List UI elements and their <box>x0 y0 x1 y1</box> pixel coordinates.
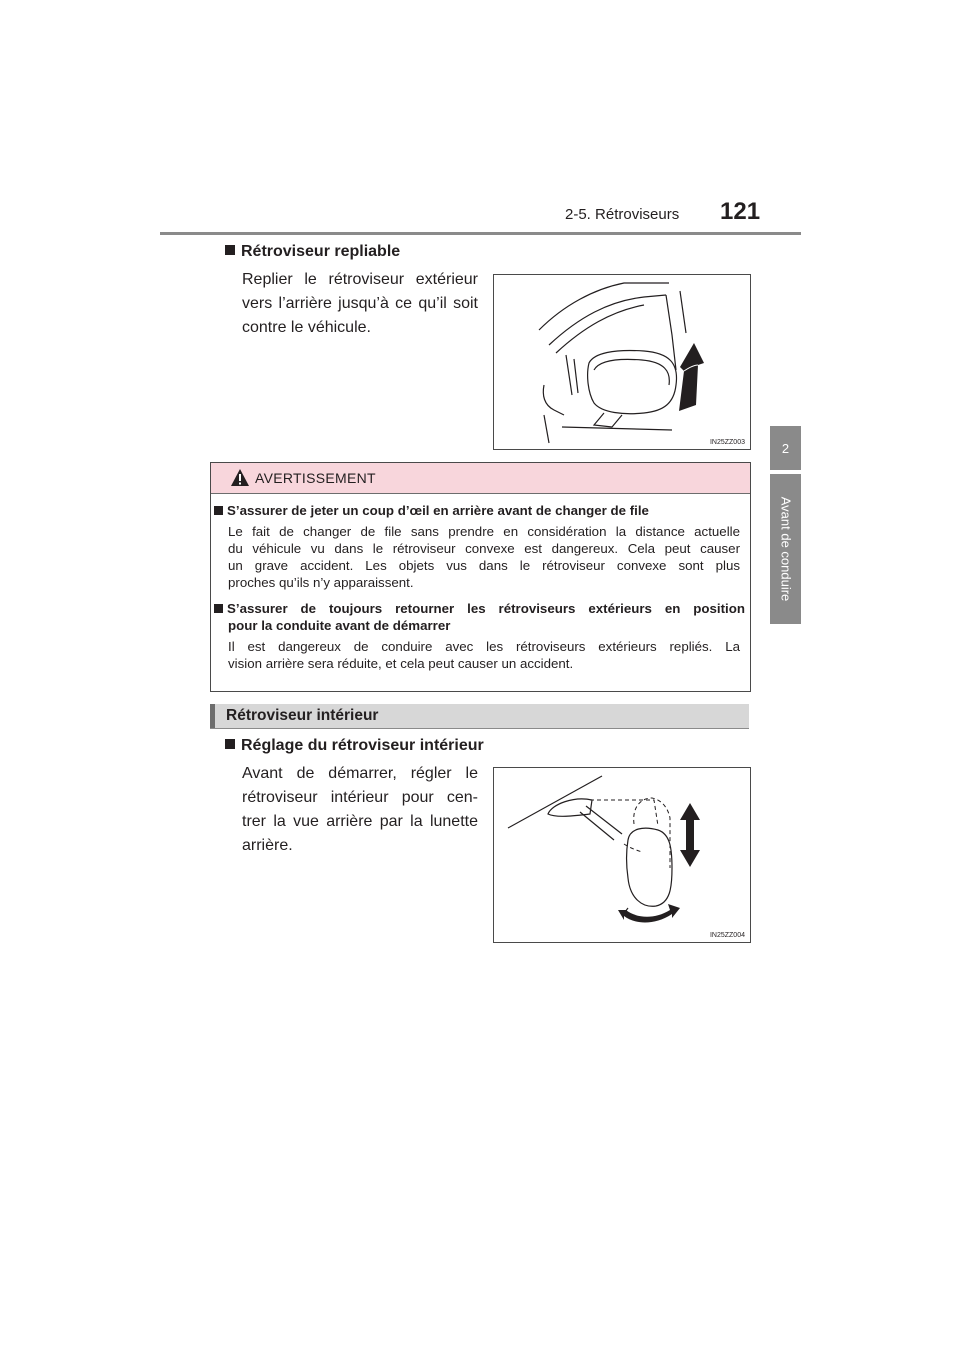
interior-adjust-heading-text: Réglage du rétroviseur intérieur <box>241 737 484 754</box>
figure-code: IN25ZZ003 <box>709 439 745 446</box>
warning-box <box>210 462 751 692</box>
text-line: rétroviseur intérieur pour cen- <box>242 789 478 806</box>
warning-title: AVERTISSEMENT <box>255 470 376 486</box>
warning-item-heading-text: pour la conduite avant de démarrer <box>228 618 451 633</box>
text-line: vision arrière sera réduite, et cela peut causer un accident. <box>228 656 574 671</box>
chapter-tab-number[interactable] <box>770 426 801 470</box>
interior-mirror-figure <box>493 767 751 943</box>
warning-item-text <box>228 638 740 672</box>
folding-mirror-heading-text: Rétroviseur repliable <box>241 243 401 260</box>
square-bullet-icon <box>214 604 223 613</box>
warning-item-heading-text: S’assurer de jeter un coup d’œil en arrière avant de changer de file <box>227 503 649 518</box>
section-accent <box>210 704 215 728</box>
warning-item-text <box>228 523 740 591</box>
chapter-number: 2 <box>781 440 790 456</box>
section-header: 2-5. Rétroviseurs <box>565 206 680 223</box>
square-bullet-icon <box>225 245 235 255</box>
section-title-bar <box>210 704 749 729</box>
warning-item-heading-text: S’assurer de toujours retourner les rétroviseurs extérieurs en position <box>227 601 745 616</box>
text-line: Avant de démarrer, régler le <box>242 765 478 782</box>
text-line: proches qu’ils n’y apparaissent. <box>228 575 414 590</box>
warning-header <box>211 463 750 494</box>
text-line: vers l’arrière jusqu’à ce qu’il soit <box>242 295 478 312</box>
header-rule <box>160 232 801 235</box>
chapter-title: Avant de conduire <box>778 496 793 602</box>
text-line: Le fait de changer de file sans prendre en considération la distance actuelle <box>228 524 740 539</box>
text-line: Il est dangereux de conduire avec les rétroviseurs extérieurs repliés. La <box>228 639 740 654</box>
text-line: du véhicule vu dans le rétroviseur convexe est dangereux. Cela peut causer <box>228 541 740 556</box>
interior-adjust-text <box>242 762 478 858</box>
text-line: arrière. <box>242 837 293 854</box>
text-line: Replier le rétroviseur extérieur <box>242 271 478 288</box>
page-number: 121 <box>720 198 761 225</box>
folding-mirror-figure <box>493 274 751 450</box>
figure-code: IN25ZZ004 <box>709 932 745 939</box>
text-line: un grave accident. Les objets vus dans le rétroviseur convexe sont plus <box>228 558 740 573</box>
text-line: trer la vue arrière par la lunette <box>242 813 478 830</box>
interior-mirror-illustration <box>494 768 750 942</box>
interior-adjust-heading <box>225 737 484 755</box>
warning-item-heading <box>214 502 744 519</box>
text-line: contre le véhicule. <box>242 319 371 336</box>
square-bullet-icon <box>214 506 223 515</box>
folding-mirror-heading <box>225 243 400 261</box>
warning-triangle-icon <box>230 468 250 487</box>
square-bullet-icon <box>225 739 235 749</box>
folding-mirror-text <box>242 268 478 340</box>
folding-mirror-illustration <box>494 275 750 449</box>
warning-item-heading <box>214 600 745 634</box>
chapter-tab-title[interactable] <box>770 474 801 624</box>
section-title: Rétroviseur intérieur <box>226 707 379 724</box>
